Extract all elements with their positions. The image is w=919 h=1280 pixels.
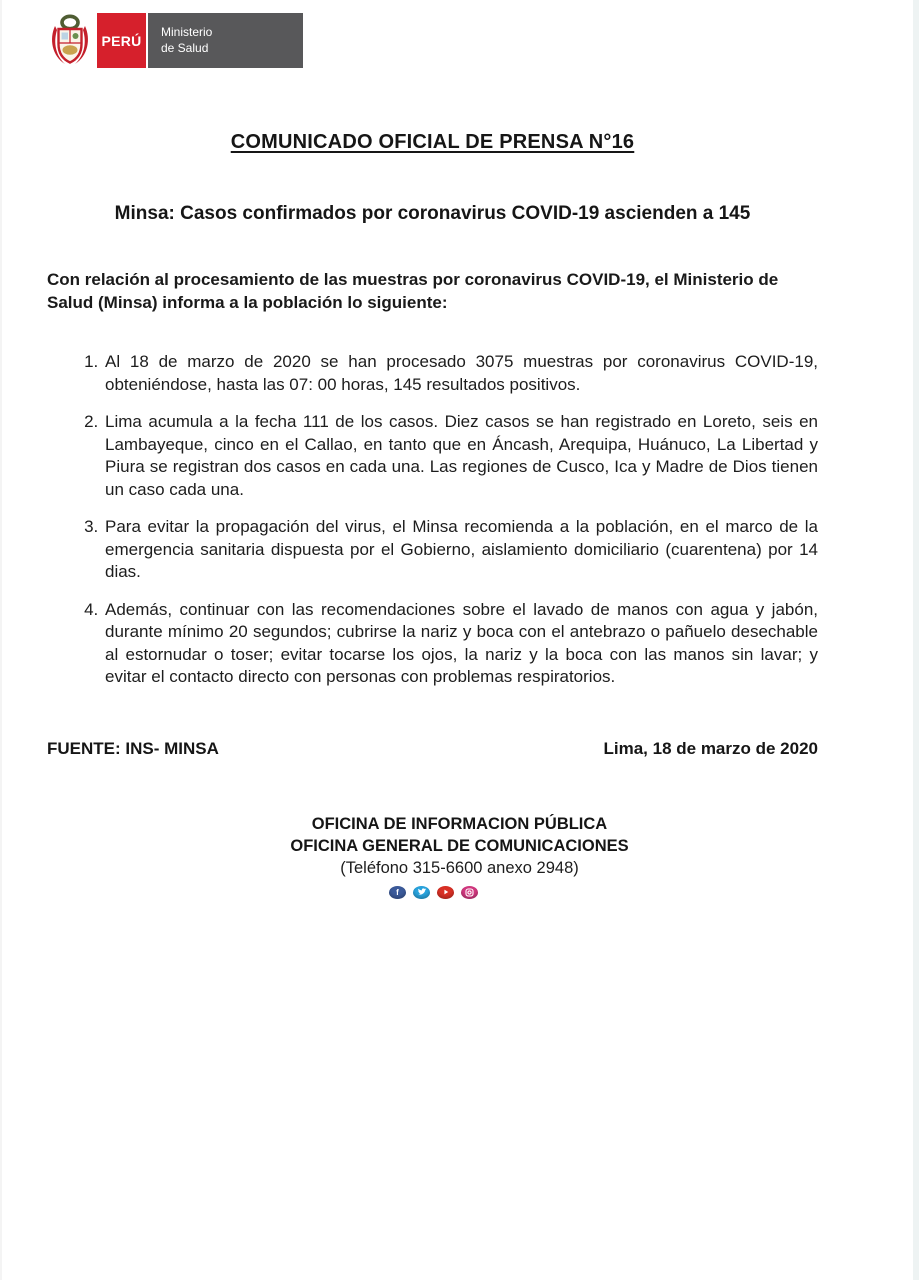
- list-item: 1. Al 18 de marzo de 2020 se han procesado 3075 muestras por coronavirus COVID-19, obteniéndose, hasta las 07: 00 horas, 145 resultados positivos.: [103, 351, 818, 396]
- dateline: Lima, 18 de marzo de 2020: [603, 738, 818, 758]
- ministry-label-line2: de Salud: [161, 40, 209, 55]
- press-release-title: COMUNICADO OFICIAL DE PRENSA N°16: [230, 131, 635, 153]
- footer-office-line1: OFICINA DE INFORMACION PÚBLICA: [311, 814, 608, 833]
- ministry-label-line1: Ministerio: [161, 24, 213, 39]
- social-icons-row: [0, 886, 893, 899]
- list-item: 4. Además, continuar con las recomendaciones sobre el lavado de manos con agua y jabón, durante mínimo 20 segundos; cubrirse la nariz y boca con el antebrazo o pañuelo desechable al estornudar o toser; evitar tocarse los ojos, la nariz y la boca con las manos sin lavar; y evitar el contacto directo con personas con problemas respiratorios.: [103, 599, 818, 689]
- peru-brand-box: [97, 13, 146, 68]
- instagram-icon[interactable]: [461, 886, 478, 899]
- press-release: [0, 68, 919, 899]
- numbered-points-list: [47, 351, 818, 689]
- youtube-icon[interactable]: [437, 886, 454, 899]
- peru-coat-of-arms-icon: [48, 13, 92, 68]
- source-and-date-row: [47, 739, 818, 759]
- footer-phone: (Teléfono 315-6600 anexo 2948): [340, 858, 579, 877]
- minsa-logo: [48, 13, 303, 68]
- intro-paragraph: Con relación al procesamiento de las muestras por coronavirus COVID-19, el Ministerio de Salud (Minsa) informa a la población lo siguiente:: [47, 270, 779, 312]
- peru-label: PERÚ: [101, 32, 142, 49]
- source-label: FUENTE: INS- MINSA: [47, 738, 219, 758]
- footer-office-block: [0, 813, 919, 879]
- ministry-brand-box: [148, 13, 303, 68]
- footer-office-line2: OFICINA GENERAL DE COMUNICACIONES: [290, 836, 629, 855]
- list-item: 3. Para evitar la propagación del virus, el Minsa recomienda a la población, en el marco de la emergencia sanitaria dispuesta por el Gobierno, aislamiento domiciliario (cuarentena) por 14 dias.: [103, 516, 818, 584]
- twitter-icon[interactable]: [413, 886, 430, 899]
- facebook-icon[interactable]: f: [389, 886, 406, 899]
- press-release-subtitle: Minsa: Casos confirmados por coronavirus COVID-19 ascienden a 145: [114, 203, 751, 224]
- list-item: 2. Lima acumula a la fecha 111 de los casos. Diez casos se han registrado en Loreto, seis en Lambayeque, cinco en el Callao, en tanto que en Áncash, Arequipa, Huánuco, La Libertad y Piura se registran dos casos en cada una. Las regiones de Cusco, Ica y Madre de Dios tienen un caso cada una.: [103, 411, 818, 501]
